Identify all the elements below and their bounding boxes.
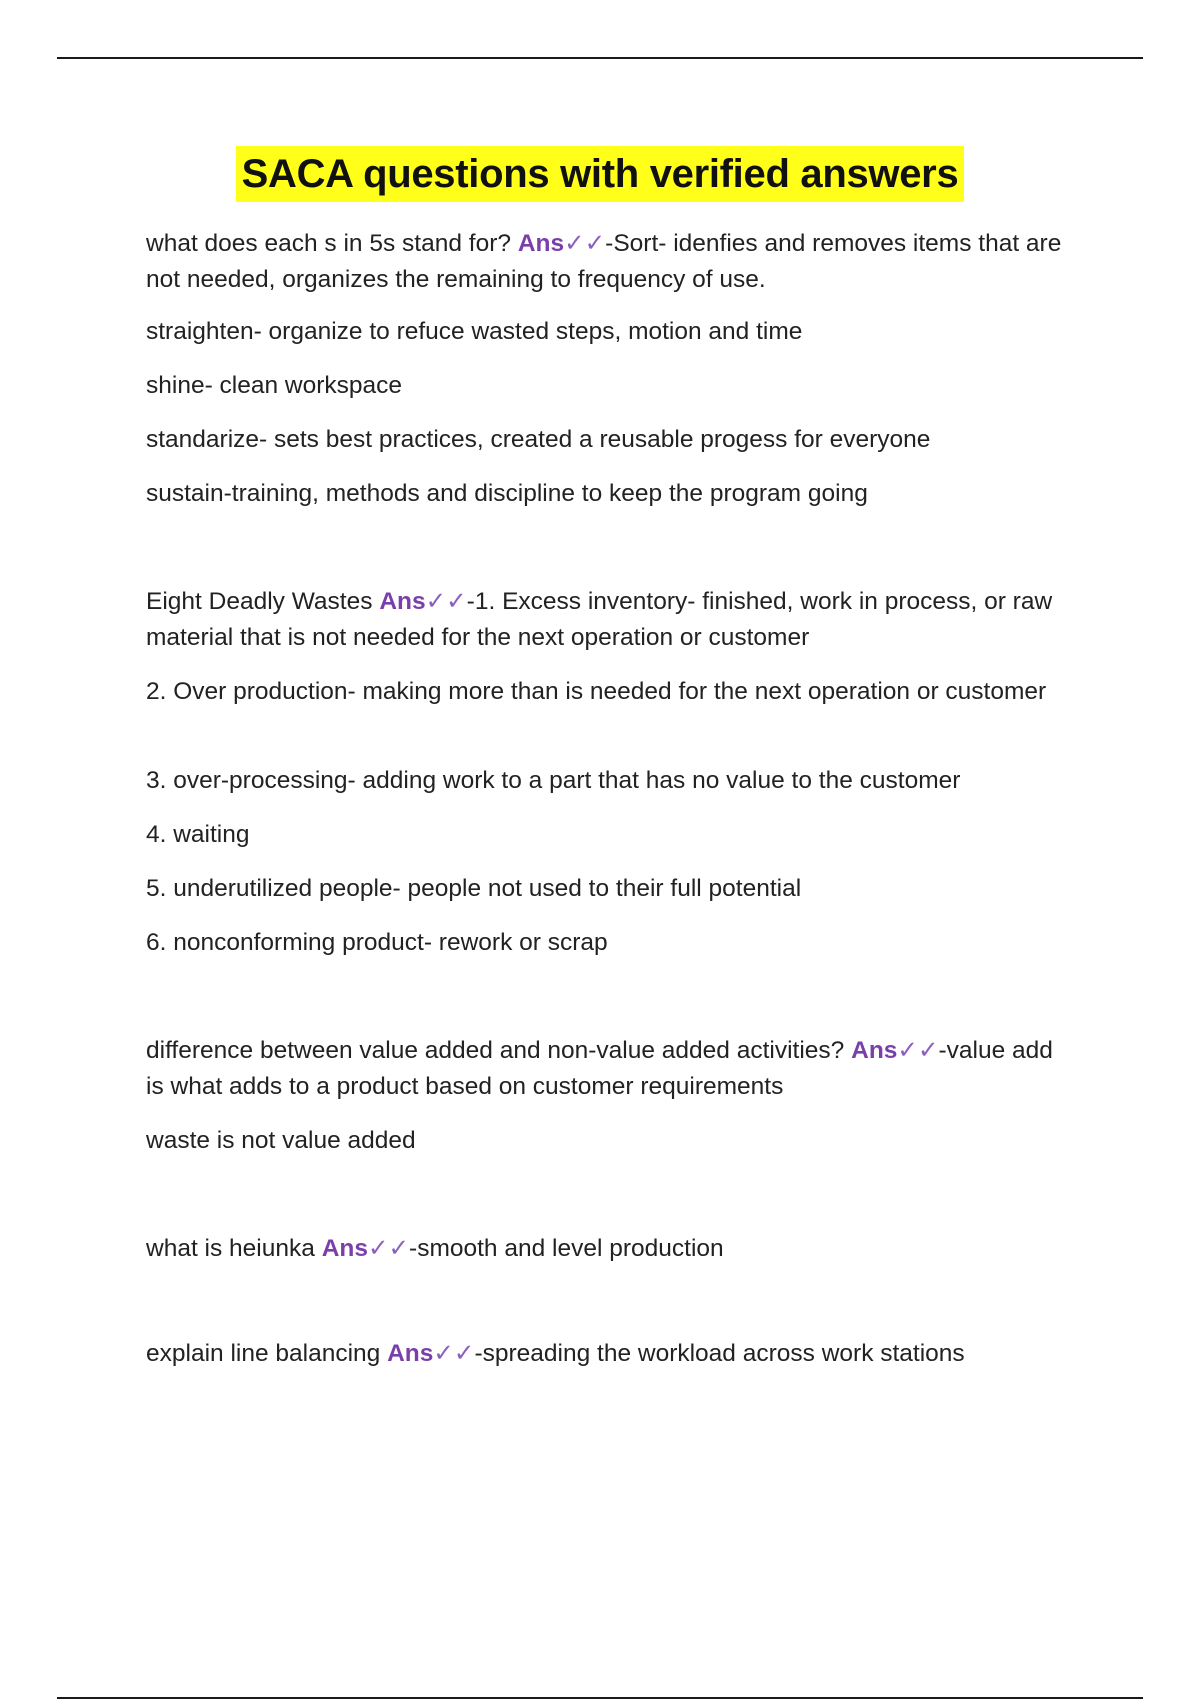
answer-line: 3. over-processing- adding work to a part that has no value to the customer (146, 767, 961, 794)
qa-item-3 (146, 1033, 1076, 1105)
title-container (0, 146, 1200, 202)
answer-marker: Ans (387, 1340, 434, 1367)
question-text: difference between value added and non-value added activities? (146, 1037, 852, 1064)
answer-text: -smooth and level production (409, 1235, 724, 1262)
answer-line: straighten- organize to refuce wasted steps, motion and time (146, 318, 803, 345)
qa-item-2 (146, 584, 1076, 656)
answer-line: shine- clean workspace (146, 372, 403, 399)
bottom-rule (57, 1697, 1143, 1699)
check-icon: ✓✓ (433, 1340, 475, 1367)
page-title: SACA questions with verified answers (236, 146, 965, 202)
qa-item-1 (146, 226, 1076, 298)
answer-line: 6. nonconforming product- rework or scrap (146, 929, 608, 956)
answer-line: sustain-training, methods and discipline to keep the program going (146, 480, 868, 507)
answer-marker: Ans (851, 1037, 898, 1064)
answer-line: 2. Over production- making more than is needed for the next operation or customer (146, 678, 1047, 705)
qa-item-5 (146, 1336, 1076, 1372)
question-text: what is heiunka (146, 1235, 322, 1262)
question-text: what does each s in 5s stand for? (146, 230, 518, 257)
question-text: explain line balancing (146, 1340, 388, 1367)
check-icon: ✓✓ (425, 588, 467, 615)
question-text: Eight Deadly Wastes (146, 588, 380, 615)
top-rule (57, 57, 1143, 59)
answer-text: -Sort- idenfies and removes items that are not needed, organizes the remaining to frequency of use. (146, 230, 1062, 293)
answer-marker: Ans (517, 230, 565, 257)
answer-text: -spreading the workload across work stations (474, 1340, 965, 1367)
qa-item-4 (146, 1231, 1076, 1267)
answer-marker: Ans (321, 1235, 368, 1262)
answer-line: waste is not value added (146, 1127, 416, 1154)
answer-line: standarize- sets best practices, created a reusable progess for everyone (146, 426, 931, 453)
answer-marker: Ans (379, 588, 426, 615)
answer-text: -1. Excess inventory- finished, work in process, or raw material that is not needed for the next operation or customer (146, 588, 1053, 651)
check-icon: ✓✓ (564, 230, 606, 257)
answer-line: 5. underutilized people- people not used to their full potential (146, 875, 802, 902)
check-icon: ✓✓ (367, 1235, 410, 1262)
answer-line: 4. waiting (146, 821, 250, 848)
check-icon: ✓✓ (897, 1037, 939, 1064)
answer-text: -value add is what adds to a product based on customer requirements (146, 1037, 1053, 1100)
